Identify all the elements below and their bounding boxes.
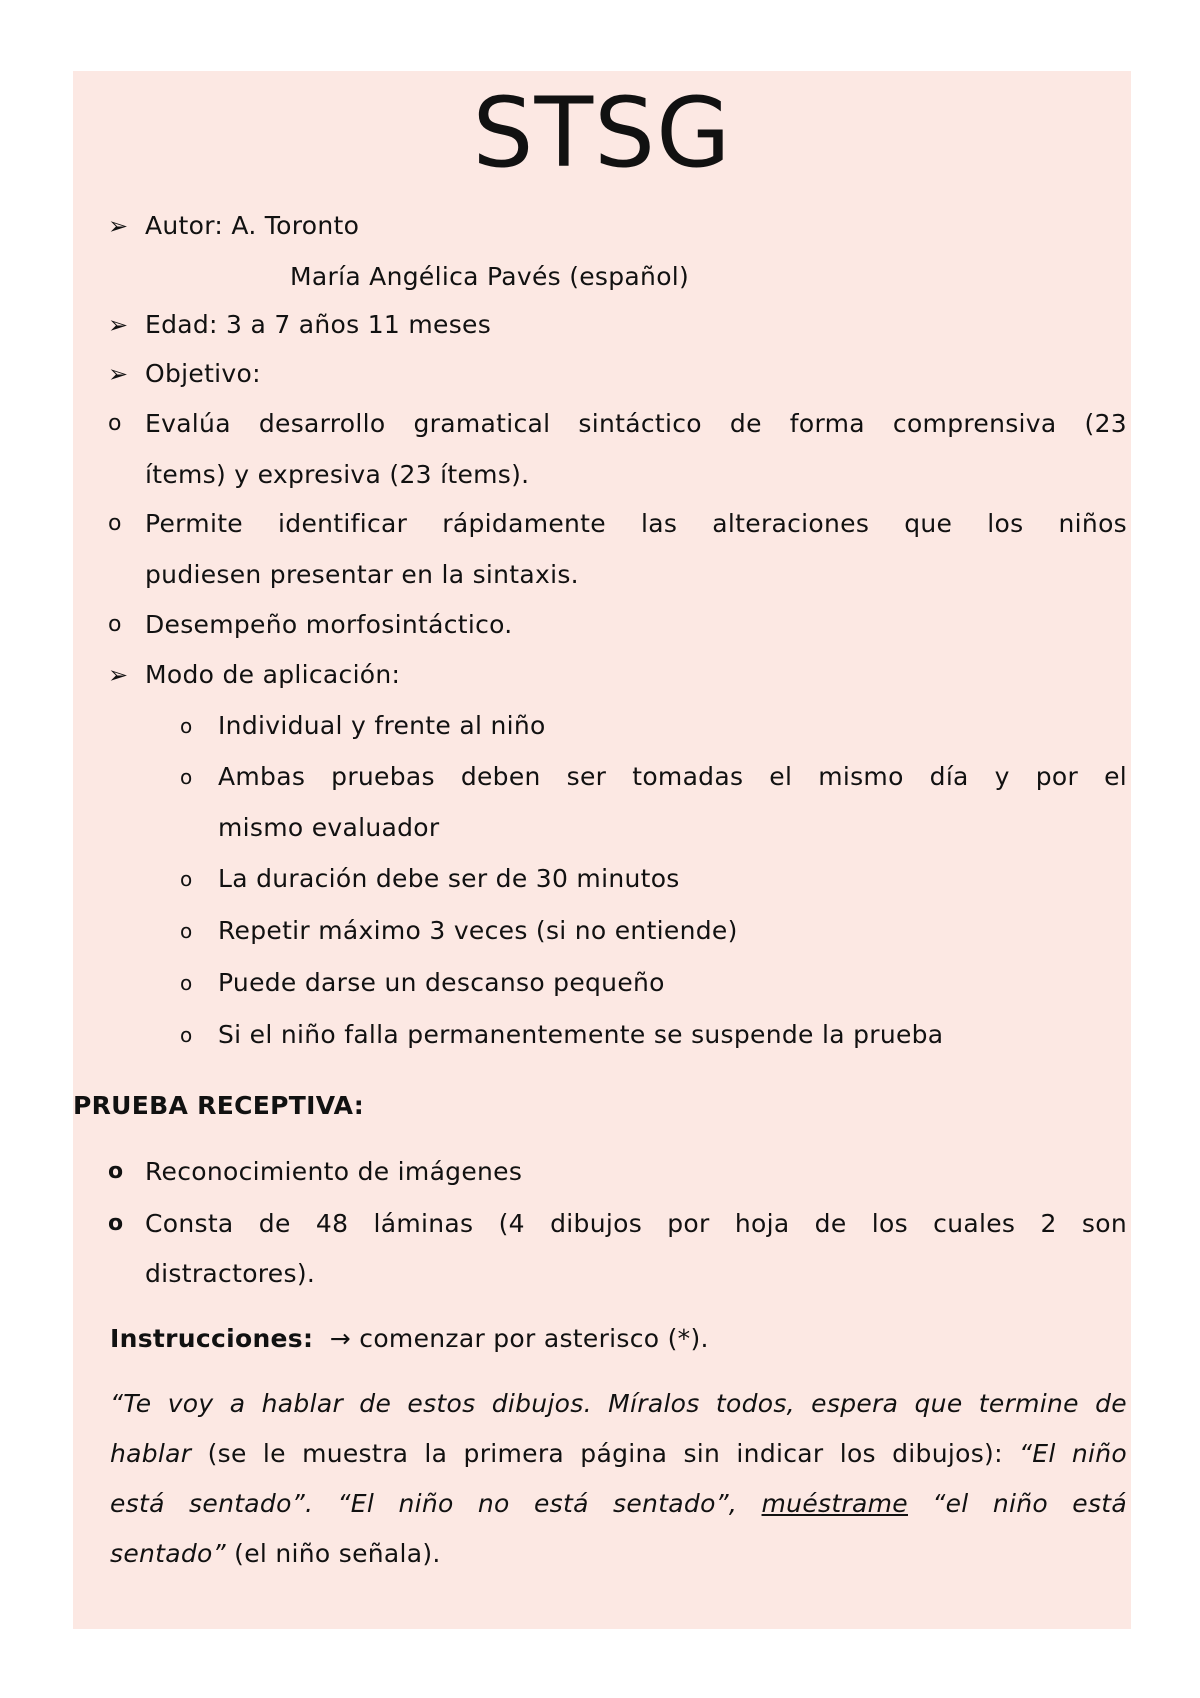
circle-bullet-icon: o bbox=[108, 511, 122, 536]
objetivo-item-1-line-1: Evalúa desarrollo gramatical sintáctico de forma comprensiva (23 bbox=[145, 409, 1127, 438]
modo-item-5: Puede darse un descanso pequeño bbox=[218, 968, 665, 997]
arrow-bullet-icon: ➢ bbox=[108, 212, 129, 240]
instrucciones-text: comenzar por asterisco (*). bbox=[359, 1324, 709, 1353]
circle-bullet-icon: o bbox=[180, 867, 193, 891]
circle-bullet-icon: o bbox=[180, 1023, 193, 1047]
arrow-bullet-icon: ➢ bbox=[108, 661, 129, 689]
modo-item-6: Si el niño falla permanentemente se suspende la prueba bbox=[218, 1020, 944, 1049]
receptiva-item-2-line-2: distractores). bbox=[145, 1259, 316, 1288]
document-title: STSG bbox=[472, 77, 732, 189]
objetivo-item-3: Desempeño morfosintáctico. bbox=[145, 610, 513, 639]
arrow-bullet-icon: ➢ bbox=[108, 311, 129, 339]
objetivo-line: Objetivo: bbox=[145, 359, 261, 388]
instrucciones-line bbox=[110, 1322, 709, 1356]
circle-bullet-icon: o bbox=[108, 1211, 124, 1236]
objetivo-item-2-line-2: pudiesen presentar en la sintaxis. bbox=[145, 560, 579, 589]
quote-line-3: está sentado”. “El niño no está sentado”, muéstrame “el niño está bbox=[110, 1489, 1128, 1518]
modo-item-3: La duración debe ser de 30 minutos bbox=[218, 864, 680, 893]
modo-item-4: Repetir máximo 3 veces (si no entiende) bbox=[218, 916, 738, 945]
modo-line: Modo de aplicación: bbox=[145, 660, 401, 689]
modo-item-2-line-2: mismo evaluador bbox=[218, 813, 440, 842]
objetivo-item-1-line-2: ítems) y expresiva (23 ítems). bbox=[145, 460, 530, 489]
circle-bullet-icon: o bbox=[180, 714, 193, 738]
circle-bullet-icon: o bbox=[108, 612, 122, 637]
autor-line-2: María Angélica Pavés (español) bbox=[290, 262, 690, 291]
right-arrow-icon: → bbox=[329, 1324, 352, 1353]
quote-line-4: sentado” (el niño señala). bbox=[110, 1539, 441, 1568]
modo-item-1: Individual y frente al niño bbox=[218, 711, 546, 740]
quote-line-2: hablar (se le muestra la primera página sin indicar los dibujos): “El niño bbox=[110, 1439, 1127, 1468]
quote-line-1: “Te voy a hablar de estos dibujos. Míralos todos, espera que termine de bbox=[110, 1389, 1127, 1418]
edad-line: Edad: 3 a 7 años 11 meses bbox=[145, 310, 492, 339]
arrow-bullet-icon: ➢ bbox=[108, 360, 129, 388]
modo-item-2-line-1: Ambas pruebas deben ser tomadas el mismo día y por el bbox=[218, 762, 1127, 791]
receptiva-item-2-line-1: Consta de 48 láminas (4 dibujos por hoja de los cuales 2 son bbox=[145, 1209, 1127, 1238]
circle-bullet-icon: o bbox=[180, 919, 193, 943]
receptiva-item-1: Reconocimiento de imágenes bbox=[145, 1157, 523, 1186]
section-heading: PRUEBA RECEPTIVA: bbox=[73, 1091, 365, 1120]
circle-bullet-icon: o bbox=[108, 411, 122, 436]
instrucciones-label: Instrucciones: bbox=[110, 1324, 314, 1353]
circle-bullet-icon: o bbox=[180, 971, 193, 995]
circle-bullet-icon: o bbox=[180, 765, 193, 789]
circle-bullet-icon: o bbox=[108, 1159, 124, 1184]
autor-line: Autor: A. Toronto bbox=[145, 211, 360, 240]
objetivo-item-2-line-1: Permite identificar rápidamente las alteraciones que los niños bbox=[145, 509, 1127, 538]
